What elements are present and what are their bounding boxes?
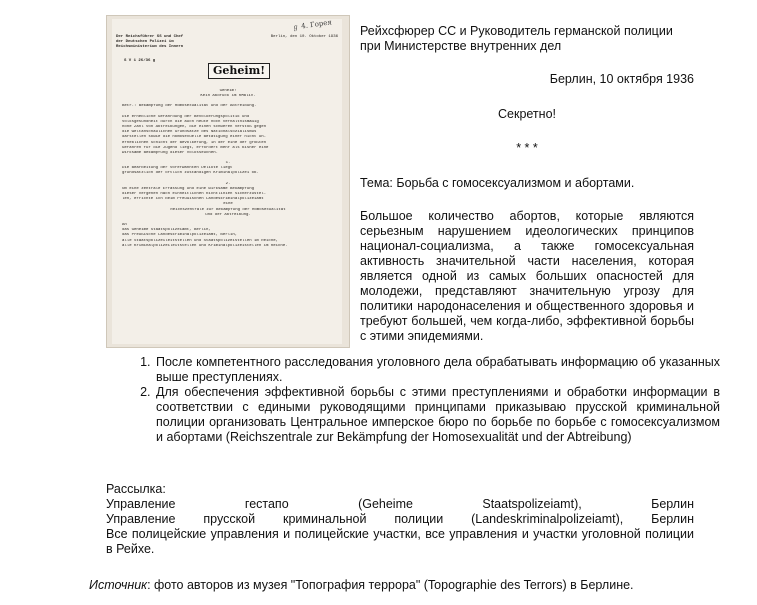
photo-line: Reichszentrale zur Bekämpfung der Homosexualität	[170, 207, 286, 212]
dist-word: полиции	[394, 512, 444, 526]
document-subject: Тема: Борьба с гомосексуализмом и абортами.	[360, 176, 635, 190]
source-label: Источник	[89, 578, 148, 592]
photo-line: Kein Abdruck im RMBliV.	[200, 94, 256, 99]
distribution-row-all: Все полицейские управления и полицейские участки, все управления и участки уголовной полиции в Рейхе.	[106, 527, 694, 556]
dist-word: Управление	[106, 497, 176, 511]
separator-stars: * * *	[516, 141, 538, 155]
photo-line: 1.	[225, 161, 231, 166]
document-photo	[106, 15, 350, 348]
dist-word: Берлин	[651, 497, 694, 511]
photo-line: dieser Vergehen nach einheitlichen Richtlinien sicherzustel-	[122, 192, 267, 196]
distribution-row-kripo	[106, 512, 694, 527]
photo-line: eine	[223, 202, 233, 207]
dist-word: (Landeskriminalpolizeiamt),	[471, 512, 624, 526]
dist-word: гестапо	[244, 497, 289, 511]
photo-line: wirksame Bekämpfung dieser Volksseuchen.	[122, 150, 219, 155]
dist-word: прусской	[203, 512, 256, 526]
photo-line: alle Kriminalpolizeileitstellen und Kriminalpolizeistellen im Reiche.	[122, 243, 288, 248]
photo-line: das Geheime Staatspolizeiamt, Berlin,	[122, 228, 211, 233]
photo-line: Volksgesundheit durch die auch heute noch verhältnismäßig	[122, 119, 259, 124]
dist-word: (Geheime	[358, 497, 413, 511]
photo-line: erheblichen Schicht der Bevölkerung, in der eine der größten	[122, 140, 267, 145]
photo-body	[122, 89, 334, 249]
photo-line: die weltanschaulichen Grundsätze des Nationalsozialismus	[122, 130, 257, 135]
photo-header-right: Berlin, den 10. Oktober 1936	[270, 35, 338, 39]
secret-label: Секретно!	[498, 107, 556, 121]
photo-line: Die Bearbeitung der vorerwähnten Delikte liegt	[122, 166, 233, 171]
photo-line: 2.	[225, 181, 231, 186]
photo-line: hohe Zahl von Abtreibungen, die einen schweren Verstoß gegen	[122, 124, 267, 129]
point-item: 2. Для обеспечения эффективной борьбы с этими преступлениями и обработки информации в соответствии с едиными руководящими принципами приказываю прусской криминальной полиции организовать Центральное имперское бюро по борьбе по борьбе с гомосексуализмом и абортами (Reichszentrale zur Bekämpfung der Homosexualität und der Abtreibung)	[154, 385, 720, 445]
document-date: Берлин, 10 октября 1936	[549, 72, 694, 86]
photo-line: Betr.: Bekämpfung der Homosexualität und der Abtreibung.	[122, 104, 257, 109]
photo-line: Gefahren für die Jugend liegt, erfordert mehr als bisher eine	[122, 145, 269, 150]
photo-line: len, errichte ich beim Preußischen Landeskriminalpolizeiamt	[122, 197, 264, 202]
photo-header-left: Der Reichsführer SS und Chef der Deutschen Polizei im Reichsministerium des Innern	[116, 35, 184, 50]
distribution-row-gestapo	[106, 497, 694, 512]
secret-stamp: Geheim!	[208, 63, 270, 79]
dist-word: Staatspolizeiamt),	[482, 497, 582, 511]
numbered-points	[128, 355, 720, 445]
point-item: 1. После компетентного расследования уголовного дела обрабатывать информацию об указанных выше преступлениях.	[154, 355, 720, 385]
dist-word: Управление	[106, 512, 176, 526]
source-text: : фото авторов из музея "Топография террора" (Topographie des Terrors) в Берлине.	[147, 578, 634, 592]
photo-line: und der Abtreibung.	[205, 212, 251, 217]
photo-line: Die erhebliche Gefährdung der Bevölkerungspolitik und	[122, 114, 250, 119]
intro-paragraph: Большое количество абортов, которые являются серьезным нарушением идеологических принципов национал-социализма, а также гомосексуальная активность значительной части населения, которая является одной из самых больших опасностей для молодежи, представляют значительную угрозу для политики народонаселения и общественного здоровья и требуют большей, чем когда-либо, эффективной борьбы с этими эпидемиями.	[360, 209, 694, 343]
dist-word: криминальной	[282, 512, 367, 526]
source-caption	[89, 578, 729, 593]
distribution-label: Рассылка:	[106, 482, 166, 496]
photo-line: alle Staatspolizeileitstellen und Staatspolizeistellen im Reiche,	[122, 238, 279, 243]
dist-word: Берлин	[651, 512, 694, 526]
photo-reference: S V 1 26/36 g	[124, 59, 156, 63]
document-title: Рейхсфюрер СС и Руководитель германской полиции при Министерстве внутренних дел	[360, 24, 673, 53]
photo-line: grundsätzlich der örtlich zuständigen Kriminalpolizei ob.	[122, 171, 259, 176]
photo-line: das Preußische Landeskriminalpolizeiamt, Berlin,	[122, 233, 238, 238]
handwritten-signature: ℊ 4. Горея	[291, 18, 333, 32]
photo-line: An	[122, 222, 127, 227]
photo-line: Geheim!	[219, 89, 237, 93]
photo-line: darstellen sowie die homosexuelle Betätigung einer nicht un-	[122, 135, 267, 140]
document-paper	[112, 19, 342, 344]
photo-line: Um eine zentrale Erfassung und eine wirksame Bekämpfung	[122, 186, 255, 191]
